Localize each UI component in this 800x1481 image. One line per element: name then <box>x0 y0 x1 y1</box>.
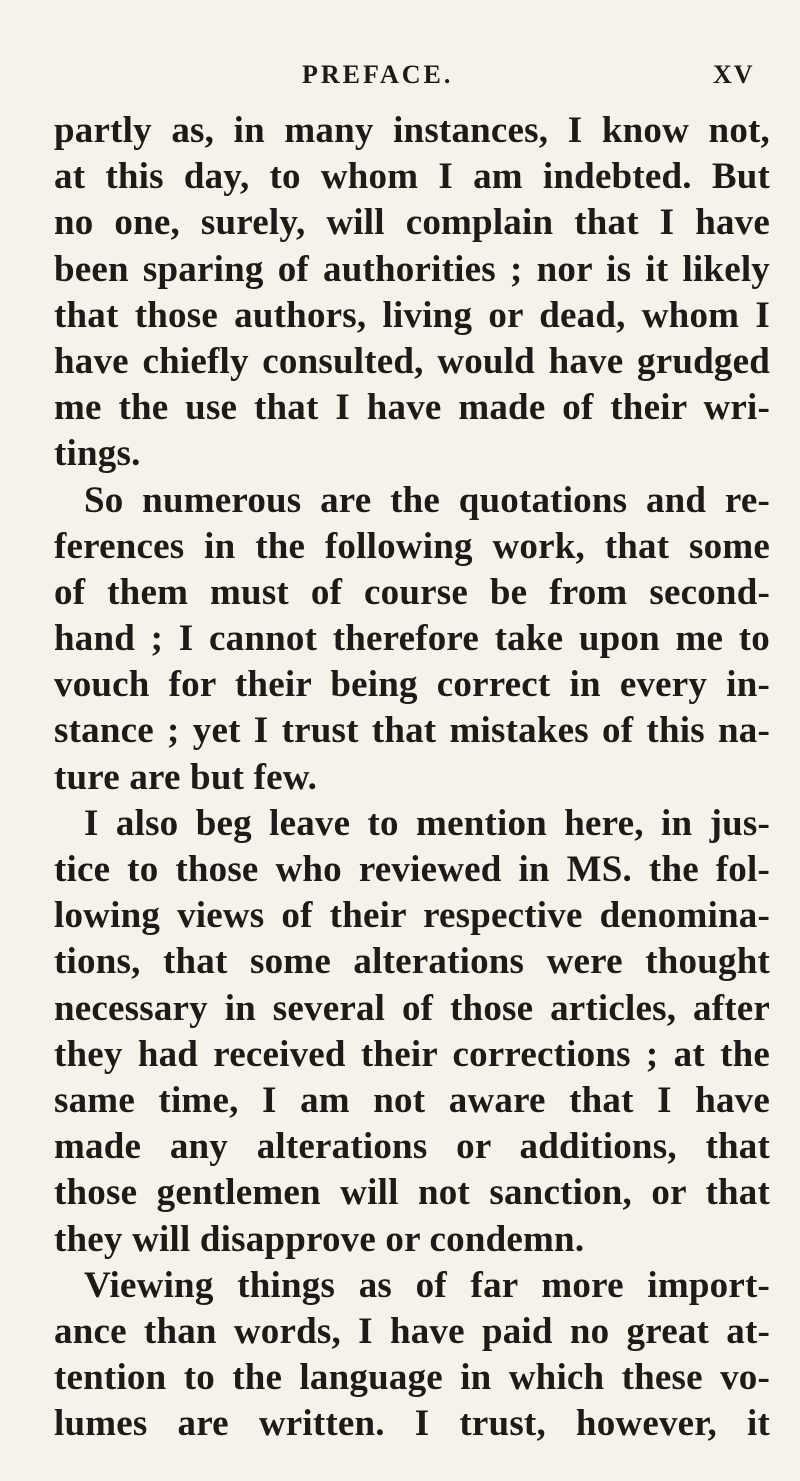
text-line: made any alterations or additions, that <box>54 1126 770 1168</box>
text-line: necessary in several of those articles, after <box>54 987 770 1029</box>
text-line: they had received their corrections ; at the <box>54 1033 770 1075</box>
text-line: been sparing of authorities ; nor is it likely <box>54 248 770 290</box>
text-line: tention to the language in which these vo- <box>54 1357 770 1399</box>
text-line: stance ; yet I trust that mistakes of this na- <box>54 710 770 752</box>
page-number: XV <box>713 60 755 89</box>
text-line: same time, I am not aware that I have <box>54 1079 770 1121</box>
text-line: vouch for their being correct in every in- <box>54 664 770 706</box>
paragraph-start-line: Viewing things as of far more import- <box>84 1264 770 1306</box>
text-line: ferences in the following work, that some <box>54 525 770 567</box>
text-line: tings. <box>54 433 141 475</box>
running-header <box>0 60 800 94</box>
text-line: those gentlemen will not sanction, or that <box>54 1172 770 1214</box>
text-line: me the use that I have made of their wri- <box>54 387 770 429</box>
text-line: of them must of course be from second- <box>54 571 770 613</box>
text-line: hand ; I cannot therefore take upon me to <box>54 618 770 660</box>
text-line: partly as, in many instances, I know not, <box>54 110 770 151</box>
text-line: tice to those who reviewed in MS. the fol- <box>54 849 770 890</box>
text-line: that those authors, living or dead, whom I <box>54 294 770 336</box>
text-line: ture are but few. <box>54 756 318 798</box>
running-title: PREFACE. <box>302 60 454 89</box>
text-line: have chiefly consulted, would have grudged <box>54 340 770 382</box>
text-line: lowing views of their respective denomina- <box>54 895 770 937</box>
text-line: at this day, to whom I am indebted. But <box>54 156 770 198</box>
text-line: no one, surely, will complain that I have <box>54 202 770 244</box>
paragraph-start-line: I also beg leave to mention here, in jus- <box>84 802 770 844</box>
text-line: they will disapprove or condemn. <box>54 1218 585 1260</box>
text-line: lumes are written. I trust, however, it <box>54 1403 770 1445</box>
body-text <box>54 108 770 1447</box>
text-line: tions, that some alterations were thought <box>54 941 770 983</box>
text-line: ance than words, I have paid no great at- <box>54 1310 770 1352</box>
paragraph-start-line: So numerous are the quotations and re- <box>84 479 770 521</box>
